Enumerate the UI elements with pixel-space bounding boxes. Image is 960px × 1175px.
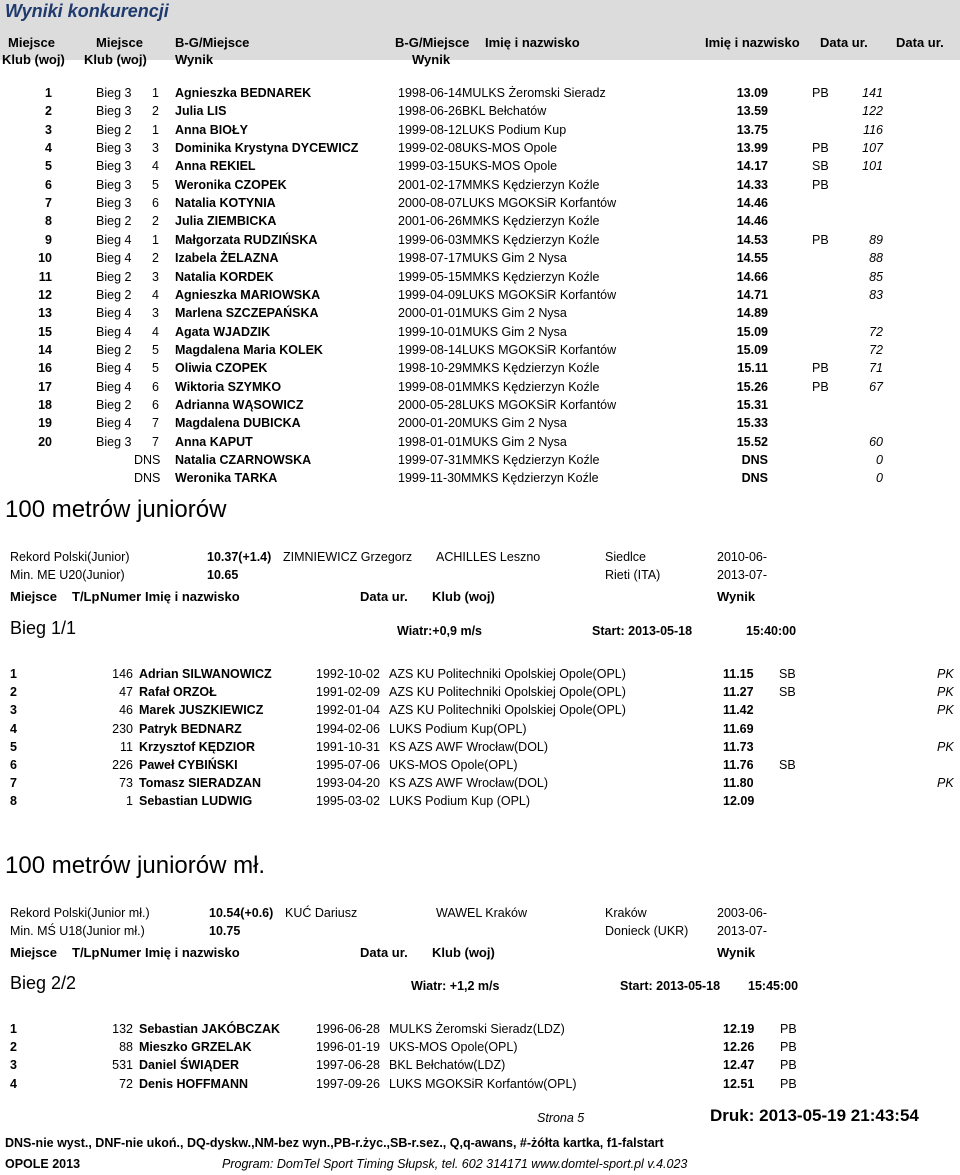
row-position: 2 bbox=[152, 214, 159, 229]
row-result: 11.15 bbox=[723, 667, 754, 681]
row-result: DNS bbox=[741, 471, 768, 486]
row-heat: Bieg 3 bbox=[96, 434, 132, 449]
row-dob-club: 1999-08-12LUKS Podium Kup bbox=[398, 122, 567, 137]
row-points: 89 bbox=[869, 232, 883, 247]
row-dob-club: 1998-10-29MMKS Kędzierzyn Koźle bbox=[398, 361, 600, 376]
row-place: 4 bbox=[10, 1076, 17, 1091]
row-club: UKS-MOS Opole(OPL) bbox=[389, 758, 518, 772]
row-result: 14.55 bbox=[736, 251, 768, 266]
row-place: 5 bbox=[10, 739, 17, 754]
row-club: AZS KU Politechniki Opolskiej Opole(OPL) bbox=[389, 667, 626, 681]
row-record: PB bbox=[780, 1040, 797, 1055]
row-result: 13.09 bbox=[736, 86, 768, 100]
row-heat: Bieg 2 bbox=[96, 269, 132, 284]
row-record: PB bbox=[780, 1058, 797, 1073]
row-name: Denis HOFFMANN bbox=[139, 1076, 249, 1091]
row-heat: Bieg 3 bbox=[96, 196, 132, 211]
record-value: 10.54(+0.6) bbox=[209, 906, 274, 920]
row-place: 17 bbox=[38, 379, 52, 394]
header-label: B-G/Miejsce bbox=[395, 35, 470, 50]
row-name: Adrianna WĄSOWICZ bbox=[175, 397, 304, 412]
row-place: 8 bbox=[45, 214, 52, 229]
row-name: Magdalena DUBICKA bbox=[175, 416, 301, 431]
row-position: 5 bbox=[152, 342, 159, 357]
column-header: Miejsce bbox=[10, 589, 57, 604]
row-result: 14.66 bbox=[736, 269, 768, 284]
row-points: 101 bbox=[862, 159, 883, 174]
row-club: AZS KU Politechniki Opolskiej Opole(OPL) bbox=[389, 685, 626, 700]
row-position: DNS bbox=[134, 471, 161, 486]
row-position: 6 bbox=[152, 379, 159, 394]
row-position: 6 bbox=[152, 397, 159, 412]
page-title: Wyniki konkurencji bbox=[5, 1, 169, 21]
column-header: Klub (woj) bbox=[432, 589, 495, 604]
row-number: 146 bbox=[112, 667, 133, 681]
row-dob-club: 1998-07-17MUKS Gim 2 Nysa bbox=[398, 251, 567, 266]
row-number: 88 bbox=[119, 1040, 133, 1055]
row-result: 13.75 bbox=[736, 122, 768, 137]
row-record: PB bbox=[812, 177, 829, 192]
row-name: Sebastian LUDWIG bbox=[139, 794, 253, 809]
row-result: 14.46 bbox=[736, 196, 768, 211]
row-position: 6 bbox=[152, 196, 159, 211]
row-place: 19 bbox=[38, 416, 52, 431]
row-record: PB bbox=[812, 232, 829, 247]
row-place: 10 bbox=[38, 251, 52, 266]
record-place: Kraków bbox=[605, 906, 647, 920]
header-label: Wynik bbox=[412, 52, 451, 67]
row-result: 14.71 bbox=[736, 287, 768, 302]
row-dob: 1995-03-02 bbox=[316, 794, 380, 809]
row-result: 14.89 bbox=[736, 306, 768, 321]
row-heat: Bieg 4 bbox=[96, 361, 132, 376]
row-club: MULKS Żeromski Sieradz(LDZ) bbox=[389, 1022, 565, 1036]
row-result: 15.09 bbox=[736, 342, 768, 357]
row-position: 5 bbox=[152, 177, 159, 192]
row-number: 46 bbox=[119, 703, 133, 718]
race-time: 15:45:00 bbox=[748, 979, 799, 993]
legend-text: DNS-nie wyst., DNF-nie ukoń., DQ-dyskw.,NM-bez wyn.,PB-r.życ.,SB-r.sez., Q,q-awans, #-żółta kartka, f1-falstart bbox=[5, 1136, 664, 1150]
row-club: LUKS MGOKSiR Korfantów(OPL) bbox=[389, 1076, 577, 1091]
section-title-junior-youth: 100 metrów juniorów mł. bbox=[5, 852, 266, 879]
row-points: 107 bbox=[862, 141, 883, 156]
row-points: 83 bbox=[869, 287, 883, 302]
record-place: Siedlce bbox=[605, 550, 646, 564]
row-dob: 1996-06-28 bbox=[316, 1022, 380, 1036]
row-name: Marlena SZCZEPAŃSKA bbox=[175, 306, 319, 321]
column-header: Wynik bbox=[717, 945, 756, 960]
row-heat: Bieg 4 bbox=[96, 324, 132, 339]
row-dob-club: 1999-10-01MUKS Gim 2 Nysa bbox=[398, 324, 567, 339]
row-name: Dominika Krystyna DYCEWICZ bbox=[175, 141, 359, 156]
row-dob-club: 1999-11-30MMKS Kędzierzyn Koźle bbox=[398, 471, 599, 486]
header-label: B-G/Miejsce bbox=[175, 35, 250, 50]
record-place: Donieck (UKR) bbox=[605, 924, 689, 938]
row-heat: Bieg 3 bbox=[96, 141, 132, 156]
row-result: 15.52 bbox=[736, 434, 768, 449]
header-label: Miejsce bbox=[96, 35, 143, 50]
row-place: 18 bbox=[38, 397, 52, 412]
row-heat: Bieg 4 bbox=[96, 232, 132, 247]
column-header: Data ur. bbox=[360, 589, 408, 604]
row-number: 73 bbox=[119, 776, 133, 791]
header-label: Wynik bbox=[175, 52, 214, 67]
row-place: 3 bbox=[10, 703, 17, 718]
column-header: Imię i nazwisko bbox=[145, 945, 240, 960]
row-dob: 1991-02-09 bbox=[316, 685, 380, 700]
row-place: 13 bbox=[38, 306, 52, 321]
row-position: DNS bbox=[134, 453, 161, 467]
row-name: Julia ZIEMBICKA bbox=[175, 214, 277, 229]
record-date: 2010-06- bbox=[717, 550, 768, 564]
row-points: 116 bbox=[863, 122, 883, 137]
row-club: KS AZS AWF Wrocław(DOL) bbox=[389, 776, 549, 791]
row-place: 6 bbox=[45, 177, 52, 192]
record-label: Min. MŚ U18(Junior mł.) bbox=[10, 924, 145, 938]
row-result: DNS bbox=[741, 453, 768, 467]
row-position: 7 bbox=[152, 434, 159, 449]
row-dob-club: 1999-06-03MMKS Kędzierzyn Koźle bbox=[398, 232, 600, 247]
row-pk: PK bbox=[937, 703, 954, 718]
row-heat: Bieg 3 bbox=[96, 159, 132, 174]
row-record: PB bbox=[780, 1076, 797, 1091]
row-heat: Bieg 2 bbox=[96, 214, 132, 229]
row-record: PB bbox=[812, 361, 829, 376]
row-heat: Bieg 4 bbox=[96, 306, 132, 321]
row-place: 12 bbox=[38, 287, 52, 302]
row-result: 13.99 bbox=[736, 141, 768, 156]
row-result: 11.69 bbox=[723, 721, 754, 736]
print-timestamp: Druk: 2013-05-19 21:43:54 bbox=[710, 1106, 919, 1125]
race-title: Bieg 1/1 bbox=[10, 618, 77, 638]
row-dob-club: 1998-01-01MUKS Gim 2 Nysa bbox=[398, 434, 567, 449]
row-position: 3 bbox=[152, 269, 159, 284]
row-place: 4 bbox=[45, 141, 52, 156]
row-result: 11.76 bbox=[723, 758, 754, 772]
row-position: 4 bbox=[152, 324, 159, 339]
column-header: Imię i nazwisko bbox=[145, 589, 240, 604]
row-dob-club: 2000-01-01MUKS Gim 2 Nysa bbox=[398, 306, 567, 321]
header-label: Imię i nazwisko bbox=[705, 35, 800, 50]
row-name: Krzysztof KĘDZIOR bbox=[139, 739, 255, 754]
row-number: 1 bbox=[126, 794, 133, 809]
record-club: ACHILLES Leszno bbox=[436, 550, 541, 564]
row-points: 71 bbox=[869, 361, 883, 376]
row-club: UKS-MOS Opole(OPL) bbox=[389, 1040, 518, 1055]
row-points: 72 bbox=[869, 342, 883, 357]
race-title: Bieg 2/2 bbox=[10, 973, 77, 993]
row-pk: PK bbox=[937, 739, 954, 754]
column-header: Data ur. bbox=[360, 945, 408, 960]
column-header: Klub (woj) bbox=[432, 945, 495, 960]
row-place: 1 bbox=[10, 1022, 17, 1036]
record-place: Rieti (ITA) bbox=[605, 568, 661, 582]
row-dob-club: 1999-02-08UKS-MOS Opole bbox=[398, 141, 558, 156]
row-result: 12.51 bbox=[723, 1076, 755, 1091]
row-dob-club: 2001-02-17MMKS Kędzierzyn Koźle bbox=[398, 177, 600, 192]
row-points: 122 bbox=[862, 104, 883, 119]
row-club: LUKS Podium Kup (OPL) bbox=[389, 794, 531, 809]
row-name: Weronika TARKA bbox=[175, 471, 278, 486]
row-club: LUKS Podium Kup(OPL) bbox=[389, 721, 527, 736]
row-name: Magdalena Maria KOLEK bbox=[175, 342, 323, 357]
record-date: 2003-06- bbox=[717, 906, 768, 920]
row-number: 226 bbox=[112, 758, 133, 772]
record-holder: KUĆ Dariusz bbox=[285, 906, 358, 920]
row-position: 1 bbox=[152, 232, 159, 247]
row-name: Julia LIS bbox=[175, 104, 227, 119]
row-result: 11.80 bbox=[723, 776, 754, 791]
row-dob-club: 1998-06-14MULKS Żeromski Sieradz bbox=[398, 86, 606, 100]
row-result: 11.73 bbox=[723, 739, 754, 754]
row-place: 3 bbox=[45, 122, 52, 137]
row-club: KS AZS AWF Wrocław(DOL) bbox=[389, 739, 549, 754]
record-label: Rekord Polski(Junior) bbox=[10, 550, 130, 564]
header-label: Klub (woj) bbox=[84, 52, 147, 67]
row-result: 15.26 bbox=[736, 379, 768, 394]
row-place: 5 bbox=[45, 159, 52, 174]
row-name: Wiktoria SZYMKO bbox=[175, 379, 282, 394]
row-name: Agnieszka MARIOWSKA bbox=[175, 287, 321, 302]
row-position: 2 bbox=[152, 251, 159, 266]
row-place: 14 bbox=[38, 342, 52, 357]
row-name: Oliwia CZOPEK bbox=[175, 361, 268, 376]
record-date: 2013-07- bbox=[717, 568, 768, 582]
row-name: Agnieszka BEDNAREK bbox=[175, 86, 312, 100]
row-dob: 1992-01-04 bbox=[316, 703, 380, 718]
row-heat: Bieg 4 bbox=[96, 416, 132, 431]
row-dob-club: 1999-07-31MMKS Kędzierzyn Koźle bbox=[398, 453, 600, 467]
row-place: 20 bbox=[38, 434, 52, 449]
row-heat: Bieg 3 bbox=[96, 177, 132, 192]
row-place: 2 bbox=[45, 104, 52, 119]
row-place: 6 bbox=[10, 758, 17, 772]
row-position: 4 bbox=[152, 287, 159, 302]
row-name: Adrian SILWANOWICZ bbox=[139, 667, 272, 681]
row-dob-club: 2000-05-28LUKS MGOKSiR Korfantów bbox=[398, 397, 617, 412]
row-number: 230 bbox=[112, 721, 133, 736]
row-heat: Bieg 4 bbox=[96, 379, 132, 394]
row-dob-club: 1999-04-09LUKS MGOKSiR Korfantów bbox=[398, 287, 617, 302]
row-points: 88 bbox=[869, 251, 883, 266]
row-number: 72 bbox=[119, 1076, 133, 1091]
row-points: 67 bbox=[869, 379, 883, 394]
row-result: 12.26 bbox=[723, 1040, 755, 1055]
row-dob-club: 2000-08-07LUKS MGOKSiR Korfantów bbox=[398, 196, 617, 211]
row-place: 7 bbox=[10, 776, 17, 791]
race-start: Start: 2013-05-18 bbox=[592, 624, 693, 638]
record-value: 10.37(+1.4) bbox=[207, 550, 272, 564]
row-dob-club: 1999-03-15UKS-MOS Opole bbox=[398, 159, 558, 174]
row-position: 3 bbox=[152, 141, 159, 156]
event-name: OPOLE 2013 bbox=[5, 1157, 81, 1171]
row-record: PB bbox=[780, 1022, 797, 1036]
row-points: 85 bbox=[869, 269, 883, 284]
row-dob-club: 1999-05-15MMKS Kędzierzyn Koźle bbox=[398, 269, 600, 284]
row-heat: Bieg 3 bbox=[96, 104, 132, 119]
row-points: 0 bbox=[876, 471, 883, 486]
row-position: 5 bbox=[152, 361, 159, 376]
row-position: 1 bbox=[152, 86, 159, 100]
row-dob: 1993-04-20 bbox=[316, 776, 380, 791]
row-dob-club: 1999-08-01MMKS Kędzierzyn Koźle bbox=[398, 379, 600, 394]
row-name: Rafał ORZOŁ bbox=[139, 685, 217, 700]
row-result: 12.19 bbox=[723, 1022, 755, 1036]
race-start: Start: 2013-05-18 bbox=[620, 979, 721, 993]
row-place: 2 bbox=[10, 685, 17, 700]
row-record: PB bbox=[812, 141, 829, 156]
row-pk: PK bbox=[937, 667, 954, 681]
row-result: 14.17 bbox=[736, 159, 768, 174]
row-result: 12.47 bbox=[723, 1058, 755, 1073]
row-record: PB bbox=[812, 379, 829, 394]
row-heat: Bieg 2 bbox=[96, 287, 132, 302]
row-result: 14.46 bbox=[736, 214, 768, 229]
race-time: 15:40:00 bbox=[746, 624, 797, 638]
column-header: Wynik bbox=[717, 589, 756, 604]
row-name: Patryk BEDNARZ bbox=[139, 721, 242, 736]
row-name: Anna BIOŁY bbox=[175, 122, 248, 137]
row-dob-club: 1998-06-26BKL Bełchatów bbox=[398, 104, 547, 119]
row-name: Małgorzata RUDZIŃSKA bbox=[175, 232, 318, 247]
row-dob: 1992-10-02 bbox=[316, 667, 380, 681]
row-points: 72 bbox=[869, 324, 883, 339]
row-dob: 1991-10-31 bbox=[316, 739, 380, 754]
column-header: T/Lp bbox=[72, 945, 100, 960]
row-position: 1 bbox=[152, 122, 159, 137]
row-name: Paweł CYBIŃSKI bbox=[139, 758, 238, 772]
row-dob-club: 2001-06-26MMKS Kędzierzyn Koźle bbox=[398, 214, 600, 229]
row-result: 15.31 bbox=[736, 397, 768, 412]
race-wind: Wiatr: +1,2 m/s bbox=[411, 979, 500, 993]
program-credits: Program: DomTel Sport Timing Słupsk, tel. 602 314171 www.domtel-sport.pl v.4.023 bbox=[222, 1157, 688, 1171]
row-name: Weronika CZOPEK bbox=[175, 177, 287, 192]
row-name: Daniel ŚWIĄDER bbox=[139, 1058, 240, 1073]
row-number: 11 bbox=[120, 739, 133, 754]
row-heat: Bieg 4 bbox=[96, 251, 132, 266]
row-name: Agata WJADZIK bbox=[175, 324, 271, 339]
row-dob: 1994-02-06 bbox=[316, 721, 380, 736]
row-place: 1 bbox=[10, 667, 17, 681]
column-header: Numer bbox=[100, 945, 142, 960]
row-dob: 1995-07-06 bbox=[316, 758, 380, 772]
row-position: 4 bbox=[152, 159, 159, 174]
row-name: Natalia CZARNOWSKA bbox=[175, 453, 312, 467]
row-number: 531 bbox=[112, 1058, 133, 1073]
row-name: Natalia KORDEK bbox=[175, 269, 274, 284]
row-record: SB bbox=[779, 758, 796, 772]
row-place: 1 bbox=[45, 86, 52, 100]
row-club: BKL Bełchatów(LDZ) bbox=[389, 1058, 506, 1073]
row-result: 13.59 bbox=[736, 104, 768, 119]
header-label: Data ur. bbox=[820, 35, 868, 50]
row-result: 12.09 bbox=[723, 794, 755, 809]
row-record: PB bbox=[812, 86, 829, 100]
row-place: 16 bbox=[38, 361, 52, 376]
row-dob: 1996-01-19 bbox=[316, 1040, 380, 1055]
row-points: 60 bbox=[869, 434, 883, 449]
row-result: 11.42 bbox=[723, 703, 754, 718]
row-club: AZS KU Politechniki Opolskiej Opole(OPL) bbox=[389, 703, 626, 718]
row-record: SB bbox=[779, 685, 796, 700]
row-name: Marek JUSZKIEWICZ bbox=[139, 703, 264, 718]
row-result: 14.53 bbox=[736, 232, 768, 247]
row-result: 11.27 bbox=[723, 685, 754, 700]
row-place: 4 bbox=[10, 721, 17, 736]
row-pk: PK bbox=[937, 685, 954, 700]
row-place: 7 bbox=[45, 196, 52, 211]
row-points: 0 bbox=[876, 453, 883, 467]
row-name: Tomasz SIERADZAN bbox=[139, 776, 262, 791]
record-label: Min. ME U20(Junior) bbox=[10, 568, 125, 582]
record-club: WAWEL Kraków bbox=[436, 906, 527, 920]
record-value: 10.75 bbox=[209, 924, 241, 938]
record-value: 10.65 bbox=[207, 568, 239, 582]
page-number: Strona 5 bbox=[537, 1111, 585, 1125]
row-result: 15.09 bbox=[736, 324, 768, 339]
row-place: 9 bbox=[45, 232, 52, 247]
record-holder: ZIMNIEWICZ Grzegorz bbox=[283, 550, 413, 564]
row-name: Sebastian JAKÓBCZAK bbox=[139, 1022, 280, 1036]
header-label: Miejsce bbox=[8, 35, 55, 50]
row-name: Natalia KOTYNIA bbox=[175, 196, 276, 211]
row-points: 141 bbox=[862, 86, 883, 100]
row-heat: Bieg 2 bbox=[96, 122, 132, 137]
record-label: Rekord Polski(Junior mł.) bbox=[10, 906, 150, 920]
row-name: Mieszko GRZELAK bbox=[139, 1040, 252, 1055]
row-place: 2 bbox=[10, 1040, 17, 1055]
column-header: T/Lp bbox=[72, 589, 100, 604]
header-label: Imię i nazwisko bbox=[485, 35, 580, 50]
row-record: SB bbox=[779, 667, 796, 681]
row-record: SB bbox=[812, 159, 829, 174]
row-heat: Bieg 2 bbox=[96, 342, 132, 357]
header-label: Data ur. bbox=[896, 35, 944, 50]
row-place: 11 bbox=[38, 269, 52, 284]
row-heat: Bieg 3 bbox=[96, 86, 132, 100]
row-name: Izabela ŻELAZNA bbox=[175, 251, 279, 266]
header-label: Klub (woj) bbox=[2, 52, 65, 67]
row-position: 2 bbox=[152, 104, 159, 119]
row-place: 15 bbox=[38, 324, 52, 339]
row-result: 15.11 bbox=[737, 361, 768, 376]
row-number: 132 bbox=[112, 1022, 133, 1036]
row-dob: 1997-09-26 bbox=[316, 1076, 380, 1091]
row-place: 8 bbox=[10, 794, 17, 809]
column-header: Numer bbox=[100, 589, 142, 604]
row-position: 3 bbox=[152, 306, 159, 321]
row-result: 15.33 bbox=[736, 416, 768, 431]
race-wind: Wiatr:+0,9 m/s bbox=[397, 624, 482, 638]
row-number: 47 bbox=[119, 685, 133, 700]
row-dob-club: 1999-08-14LUKS MGOKSiR Korfantów bbox=[398, 342, 617, 357]
row-dob: 1997-06-28 bbox=[316, 1058, 380, 1073]
row-place: 3 bbox=[10, 1058, 17, 1073]
section-title-juniors: 100 metrów juniorów bbox=[5, 496, 227, 523]
row-heat: Bieg 2 bbox=[96, 397, 132, 412]
row-name: Anna KAPUT bbox=[175, 434, 253, 449]
row-name: Anna REKIEL bbox=[175, 159, 256, 174]
record-date: 2013-07- bbox=[717, 924, 768, 938]
row-result: 14.33 bbox=[736, 177, 768, 192]
column-header: Miejsce bbox=[10, 945, 57, 960]
row-dob-club: 2000-01-20MUKS Gim 2 Nysa bbox=[398, 416, 567, 431]
row-pk: PK bbox=[937, 776, 954, 791]
row-position: 7 bbox=[152, 416, 159, 431]
